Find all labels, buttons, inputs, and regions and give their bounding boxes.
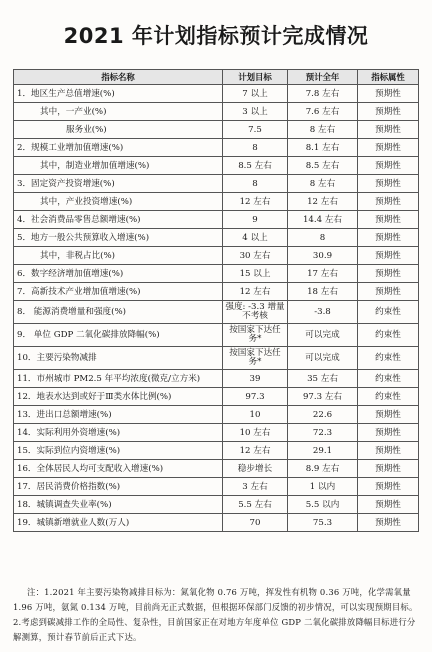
plan-target-cell: 97.3 <box>223 388 288 406</box>
indicator-name-cell: 16．全体居民人均可支配收入增速(%) <box>14 460 223 478</box>
page-title: 2021 年计划指标预计完成情况 <box>63 24 369 48</box>
indicator-name-cell: 其中，一产业(%) <box>14 103 223 121</box>
plan-target-cell: 3 左右 <box>223 478 288 496</box>
indicator-name-cell: 17．居民消费价格指数(%) <box>14 478 223 496</box>
attribute-cell: 预期性 <box>358 157 419 175</box>
indicator-name-cell: 19．城镇新增就业人数(万人) <box>14 514 223 532</box>
forecast-cell: -3.8 <box>288 301 358 324</box>
forecast-cell: 8 <box>288 229 358 247</box>
plan-target-cell: 4 以上 <box>223 229 288 247</box>
plan-target-cell: 按国家下达任务* <box>223 347 288 370</box>
plan-target-cell: 12 左右 <box>223 442 288 460</box>
table-body <box>14 85 419 532</box>
footnote: 注：1.2021 年主要污染物减排目标为：氮氧化物 0.76 万吨，挥发性有机物 0.36 万吨，化学需氧量 1.96 万吨，氨氮 0.134 万吨，目前尚无正式数据，但根据环保部门反馈的初步情况，可以实现预期目标。2.考虑到碳减排工作的全局性、复杂性，目前国家正在对地方年度单位 GDP 二氧化碳排放降幅目标进行分解测算，预计春节前后正式下达。 <box>13 587 418 642</box>
attribute-cell: 约束性 <box>358 324 419 347</box>
table-row <box>14 370 419 388</box>
table-row <box>14 103 419 121</box>
forecast-cell: 29.1 <box>288 442 358 460</box>
indicator-name-cell: 15．实际到位内资增速(%) <box>14 442 223 460</box>
table-row <box>14 514 419 532</box>
forecast-cell: 17 左右 <box>288 265 358 283</box>
table-row <box>14 229 419 247</box>
table-row <box>14 139 419 157</box>
table-row <box>14 247 419 265</box>
table-row <box>14 121 419 139</box>
table-row <box>14 283 419 301</box>
attribute-cell: 预期性 <box>358 175 419 193</box>
forecast-cell: 22.6 <box>288 406 358 424</box>
forecast-cell: 8.1 左右 <box>288 139 358 157</box>
indicator-table <box>13 69 419 532</box>
plan-target-cell: 5.5 左右 <box>223 496 288 514</box>
indicator-name-cell: 其中，产业投资增速(%) <box>14 193 223 211</box>
plan-target-cell: 70 <box>223 514 288 532</box>
plan-target-cell: 10 <box>223 406 288 424</box>
indicator-name-cell: 11．市州城市 PM2.5 年平均浓度(微克/立方米) <box>14 370 223 388</box>
attribute-cell: 预期性 <box>358 406 419 424</box>
plan-target-cell: 强度: -3.3 增量不考核 <box>223 301 288 324</box>
forecast-cell: 5.5 以内 <box>288 496 358 514</box>
forecast-cell: 可以完成 <box>288 324 358 347</box>
indicator-name-cell: 3．固定资产投资增速(%) <box>14 175 223 193</box>
table-row <box>14 460 419 478</box>
table-row <box>14 211 419 229</box>
forecast-cell: 72.3 <box>288 424 358 442</box>
forecast-cell: 1 以内 <box>288 478 358 496</box>
indicator-name-cell: 12．地表水达到或好于Ⅲ类水体比例(%) <box>14 388 223 406</box>
header-plan-target: 计划目标 <box>223 70 288 85</box>
indicator-name-cell: 9． 单位 GDP 二氧化碳排放降幅(%) <box>14 324 223 347</box>
forecast-cell: 30.9 <box>288 247 358 265</box>
indicator-name-cell: 10．主要污染物减排 <box>14 347 223 370</box>
forecast-cell: 8 左右 <box>288 175 358 193</box>
plan-target-cell: 8 <box>223 139 288 157</box>
plan-target-cell: 39 <box>223 370 288 388</box>
plan-target-cell: 12 左右 <box>223 193 288 211</box>
attribute-cell: 预期性 <box>358 283 419 301</box>
attribute-cell: 预期性 <box>358 139 419 157</box>
forecast-cell: 可以完成 <box>288 347 358 370</box>
attribute-cell: 预期性 <box>358 211 419 229</box>
table-row <box>14 157 419 175</box>
indicator-name-cell: 4．社会消费品零售总额增速(%) <box>14 211 223 229</box>
attribute-cell: 预期性 <box>358 496 419 514</box>
attribute-cell: 预期性 <box>358 229 419 247</box>
plan-target-cell: 9 <box>223 211 288 229</box>
table-row <box>14 424 419 442</box>
forecast-cell: 8.9 左右 <box>288 460 358 478</box>
forecast-cell: 8.5 左右 <box>288 157 358 175</box>
forecast-cell: 97.3 左右 <box>288 388 358 406</box>
indicator-name-cell: 5．地方一般公共预算收入增速(%) <box>14 229 223 247</box>
table-row <box>14 85 419 103</box>
attribute-cell: 预期性 <box>358 424 419 442</box>
attribute-cell: 约束性 <box>358 347 419 370</box>
table-row <box>14 496 419 514</box>
indicator-name-cell: 其中，非税占比(%) <box>14 247 223 265</box>
forecast-cell: 35 左右 <box>288 370 358 388</box>
indicator-name-cell: 其中，制造业增加值增速(%) <box>14 157 223 175</box>
plan-target-cell: 30 左右 <box>223 247 288 265</box>
attribute-cell: 预期性 <box>358 514 419 532</box>
table-row <box>14 301 419 324</box>
indicator-name-cell: 14．实际利用外资增速(%) <box>14 424 223 442</box>
table-row <box>14 265 419 283</box>
forecast-cell: 14.4 左右 <box>288 211 358 229</box>
attribute-cell: 预期性 <box>358 85 419 103</box>
plan-target-cell: 稳步增长 <box>223 460 288 478</box>
plan-target-cell: 8.5 左右 <box>223 157 288 175</box>
indicator-name-cell: 2．规模工业增加值增速(%) <box>14 139 223 157</box>
table-header-row <box>14 70 419 85</box>
indicator-name-cell: 1．地区生产总值增速(%) <box>14 85 223 103</box>
attribute-cell: 约束性 <box>358 301 419 324</box>
plan-target-cell: 7.5 <box>223 121 288 139</box>
plan-target-cell: 15 以上 <box>223 265 288 283</box>
plan-target-cell: 3 以上 <box>223 103 288 121</box>
indicator-name-cell: 18．城镇调查失业率(%) <box>14 496 223 514</box>
table-row <box>14 478 419 496</box>
forecast-cell: 8 左右 <box>288 121 358 139</box>
table-row <box>14 406 419 424</box>
forecast-cell: 7.8 左右 <box>288 85 358 103</box>
attribute-cell: 预期性 <box>358 265 419 283</box>
attribute-cell: 预期性 <box>358 103 419 121</box>
forecast-cell: 7.6 左右 <box>288 103 358 121</box>
indicator-name-cell: 6．数字经济增加值增速(%) <box>14 265 223 283</box>
indicator-name-cell: 7．高新技术产业增加值增速(%) <box>14 283 223 301</box>
forecast-cell: 12 左右 <box>288 193 358 211</box>
plan-target-cell: 12 左右 <box>223 283 288 301</box>
attribute-cell: 约束性 <box>358 388 419 406</box>
table-row <box>14 193 419 211</box>
table-row <box>14 324 419 347</box>
indicator-name-cell: 13．进出口总额增速(%) <box>14 406 223 424</box>
plan-target-cell: 按国家下达任务* <box>223 324 288 347</box>
table-row <box>14 175 419 193</box>
header-indicator-attribute: 指标属性 <box>358 70 419 85</box>
indicator-name-cell: 服务业(%) <box>14 121 223 139</box>
plan-target-cell: 8 <box>223 175 288 193</box>
table-row <box>14 442 419 460</box>
header-indicator-name: 指标名称 <box>14 70 223 85</box>
attribute-cell: 预期性 <box>358 193 419 211</box>
forecast-cell: 75.3 <box>288 514 358 532</box>
indicator-name-cell: 8． 能源消费增量和强度(%) <box>14 301 223 324</box>
table-row <box>14 347 419 370</box>
table-row <box>14 388 419 406</box>
plan-target-cell: 7 以上 <box>223 85 288 103</box>
attribute-cell: 约束性 <box>358 370 419 388</box>
attribute-cell: 预期性 <box>358 247 419 265</box>
attribute-cell: 预期性 <box>358 478 419 496</box>
plan-target-cell: 10 左右 <box>223 424 288 442</box>
attribute-cell: 预期性 <box>358 442 419 460</box>
forecast-cell: 18 左右 <box>288 283 358 301</box>
header-annual-forecast: 预计全年 <box>288 70 358 85</box>
attribute-cell: 预期性 <box>358 460 419 478</box>
attribute-cell: 预期性 <box>358 121 419 139</box>
